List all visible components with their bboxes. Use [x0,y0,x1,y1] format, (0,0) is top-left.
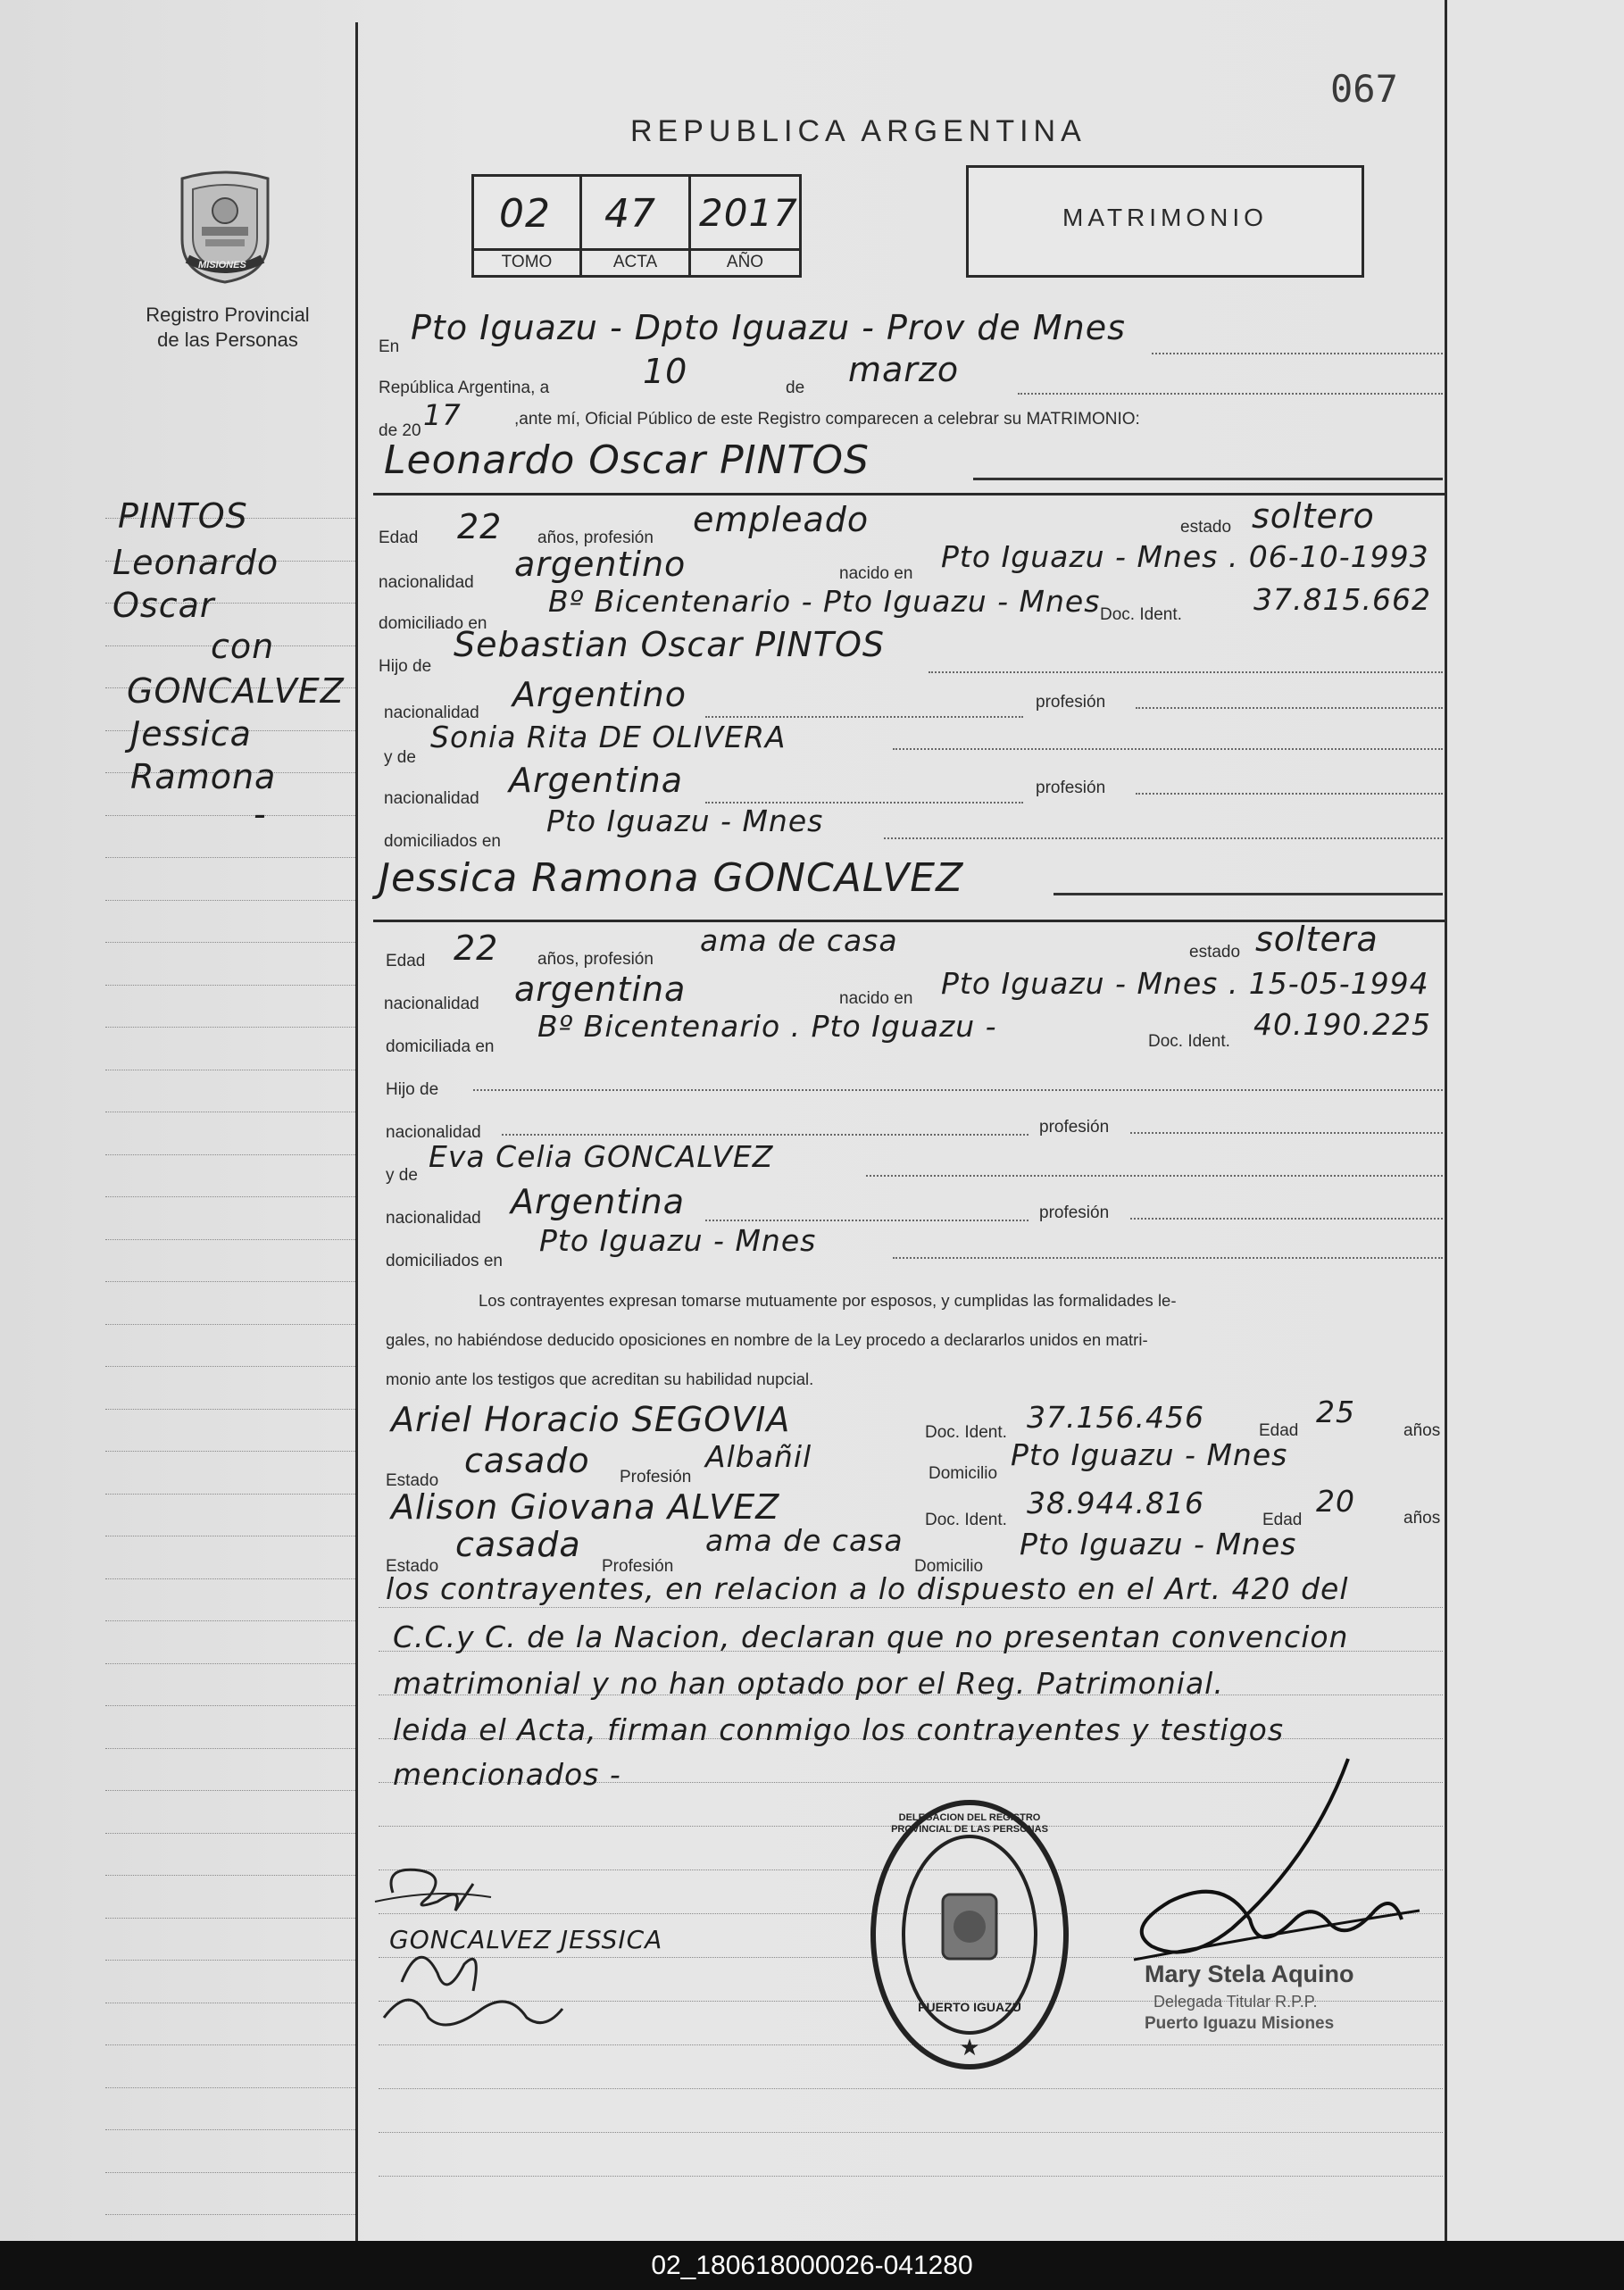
bride-madre-prof-label: profesión [1039,1203,1110,1222]
official-signature [1116,1750,1437,1991]
official-place: Puerto Iguazu Misiones [1145,2014,1335,2033]
year-suffix-value: 17 [423,398,462,432]
bride-doc-value: 40.190.225 [1253,1007,1431,1042]
margin-line-4: con [211,627,275,666]
groom-profesion-value: empleado [693,500,870,539]
official-title: Delegada Titular R.P.P. [1153,1993,1318,2011]
bride-nacionalidad-value: argentina [514,970,687,1009]
seal-bottom-text: PUERTO IGUAZU [918,2000,1021,2014]
note-line-2: C.C.y C. de la Nacion, declaran que no presentan convencion [393,1620,1349,1654]
groom-doc-label: Doc. Ident. [1100,605,1182,624]
margin-line-2: Leonardo [112,543,279,582]
groom-estado-label: estado [1180,518,1232,537]
margin-line-3: Oscar [112,586,215,625]
groom-padre-nac-label: nacionalidad [384,704,479,722]
witness1-edad-label: Edad [1259,1421,1299,1440]
day-value: 10 [643,352,688,391]
witness2-anos-label: años [1403,1509,1441,1528]
witness2-domicilio-label: Domicilio [914,1557,984,1576]
groom-madre-prof-label: profesión [1036,779,1106,797]
bride-hijo-label: Hijo de [386,1080,439,1099]
signature-bride-name: GONCALVEZ JESSICA [389,1925,663,1954]
groom-doc-value: 37.815.662 [1253,582,1431,617]
note-line-1: los contrayentes, en relacion a lo dispuesto en el Art. 420 del [386,1571,1349,1606]
witness1-name: Ariel Horacio SEGOVIA [391,1400,791,1439]
svg-text:★: ★ [959,2034,980,2061]
groom-madre-value: Sonia Rita DE OLIVERA [430,720,787,754]
tomo-value: 02 [499,191,551,237]
official-name: Mary Stela Aquino [1145,1961,1354,1987]
acta-value: 47 [604,191,656,237]
document-id-footer: 02_180618000026-041280 [0,2241,1624,2290]
groom-edad-label: Edad [379,529,419,547]
note-line-4: leida el Acta, firman conmigo los contrayentes y testigos [393,1712,1285,1747]
registry-name-line-2: de las Personas [157,329,298,351]
bride-domiciliados-value: Pto Iguazu - Mnes [539,1223,817,1258]
en-label: En [379,337,400,356]
ano-label: AÑO [726,253,764,271]
ano-value: 2017 [699,191,798,235]
groom-nacido-value: Pto Iguazu - Mnes . 06-10-1993 [941,539,1429,574]
declaration-line-1: Los contrayentes expresan tomarse mutuamente por esposos, y cumplidas las formalidades le- [479,1291,1177,1310]
groom-padre-prof-label: profesión [1036,693,1106,712]
groom-madre-nac-value: Argentina [509,761,684,800]
bride-edad-value: 22 [454,928,499,968]
bride-doc-label: Doc. Ident. [1148,1032,1230,1051]
groom-domiciliados-label: domiciliados en [384,832,501,851]
witness1-edad-value: 25 [1316,1395,1355,1429]
act-type-box [966,165,1364,278]
groom-name: Leonardo Oscar PINTOS [384,437,870,483]
place-value: Pto Iguazu - Dpto Iguazu - Prov de Mnes [411,308,1126,347]
groom-nacionalidad-label: nacionalidad [379,573,474,592]
witness1-profesion-label: Profesión [620,1468,692,1486]
groom-domicilio-value: Bº Bicentenario - Pto Iguazu - Mnes [548,584,1101,619]
groom-nacionalidad-value: argentino [514,545,687,584]
bride-domiciliada-label: domiciliada en [386,1037,495,1056]
de-label: de [786,379,805,397]
record-box [471,174,802,278]
tomo-label: TOMO [501,253,553,271]
groom-edad-value: 22 [457,507,503,546]
acta-label: ACTA [612,253,658,271]
bride-domiciliados-label: domiciliados en [386,1252,503,1270]
witness2-doc-value: 38.944.816 [1027,1486,1204,1520]
bride-padre-prof-label: profesión [1039,1118,1110,1137]
margin-line-7: Ramona [130,757,277,796]
groom-madre-nac-label: nacionalidad [384,789,479,808]
groom-yde-label: y de [384,748,416,767]
witness1-domicilio-label: Domicilio [929,1464,998,1483]
registry-name-line-1: Registro Provincial [146,304,310,326]
bride-anos-label: años, profesión [537,950,654,969]
groom-domiciliado-label: domiciliado en [379,614,487,633]
witness1-estado-label: Estado [386,1471,439,1490]
note-line-5: mencionados - [393,1757,621,1792]
witness1-profesion-value: Albañil [705,1439,812,1474]
country-title: REPUBLICA ARGENTINA [630,114,1087,148]
witness2-name: Alison Giovana ALVEZ [391,1487,780,1527]
witness1-doc-label: Doc. Ident. [925,1423,1007,1442]
margin-line-1: PINTOS [118,496,248,536]
official-seal [868,1796,1071,2073]
bride-estado-value: soltera [1255,920,1378,959]
declaration-line-3: monio ante los testigos que acreditan su habilidad nupcial. [386,1370,814,1388]
right-margin-line [1445,0,1447,2241]
witness2-edad-value: 20 [1316,1484,1355,1519]
seal-ring-text: DELEGACION DEL REGISTRO PROVINCIAL DE LAS PERSONAS [891,1812,1048,1835]
groom-hijo-label: Hijo de [379,657,432,676]
bride-nacionalidad-label: nacionalidad [384,995,479,1013]
bride-nacido-value: Pto Iguazu - Mnes . 15-05-1994 [941,966,1429,1001]
witness1-anos-label: años [1403,1421,1441,1440]
bride-domicilio-value: Bº Bicentenario . Pto Iguazu - [537,1009,997,1044]
republica-label: República Argentina, a [379,379,550,397]
month-value: marzo [848,350,960,389]
bride-name: Jessica Ramona GONCALVEZ [379,855,964,901]
declaration-line-2: gales, no habiéndose deducido oposiciones en nombre de la Ley procedo a declararlos unidos en matri- [386,1330,1148,1349]
registry-seal-icon [868,1796,1071,2073]
groom-domiciliados-value: Pto Iguazu - Mnes [546,804,824,838]
groom-padre-nac-value: Argentino [512,675,687,714]
witness2-estado-value: casada [455,1525,581,1564]
bride-nacido-label: nacido en [839,989,913,1008]
bride-profesion-value: ama de casa [700,923,898,958]
bride-madre-nac-value: Argentina [511,1182,686,1221]
witness1-doc-value: 37.156.456 [1027,1400,1204,1435]
bride-edad-label: Edad [386,952,426,970]
groom-estado-value: soltero [1252,496,1375,536]
witness1-estado-value: casado [464,1441,590,1480]
provincial-seal [175,170,275,286]
bride-estado-label: estado [1189,943,1241,962]
witness2-estado-label: Estado [386,1557,439,1576]
year-prefix-label: de 20 [379,421,421,440]
groom-nacido-label: nacido en [839,564,913,583]
seal-banner-text: MISIONES [198,260,246,271]
witness2-profesion-label: Profesión [602,1557,674,1576]
bride-madre-value: Eva Celia GONCALVEZ [429,1139,774,1174]
page-number: 067 [1330,67,1398,111]
witness1-domicilio-value: Pto Iguazu - Mnes [1011,1437,1288,1472]
witness2-profesion-value: ama de casa [705,1523,904,1558]
witness2-edad-label: Edad [1262,1511,1303,1529]
bride-madre-nac-label: nacionalidad [386,1209,481,1228]
witness2-domicilio-value: Pto Iguazu - Mnes [1020,1527,1297,1561]
bride-padre-nac-label: nacionalidad [386,1123,481,1142]
groom-padre-value: Sebastian Oscar PINTOS [454,625,885,664]
margin-line-5: GONCALVEZ [127,671,345,711]
margin-line-6: Jessica [130,714,252,754]
act-type-title: MATRIMONIO [1062,204,1268,231]
witness2-doc-label: Doc. Ident. [925,1511,1007,1529]
margin-line-8: - [254,795,267,834]
bride-yde-label: y de [386,1166,418,1185]
groom-anos-label: años, profesión [537,529,654,547]
note-line-3: matrimonial y no han optado por el Reg. Patrimonial. [393,1666,1224,1701]
intro-statement: ,ante mí, Oficial Público de este Registro comparecen a celebrar su MATRIMONIO: [514,410,1140,429]
